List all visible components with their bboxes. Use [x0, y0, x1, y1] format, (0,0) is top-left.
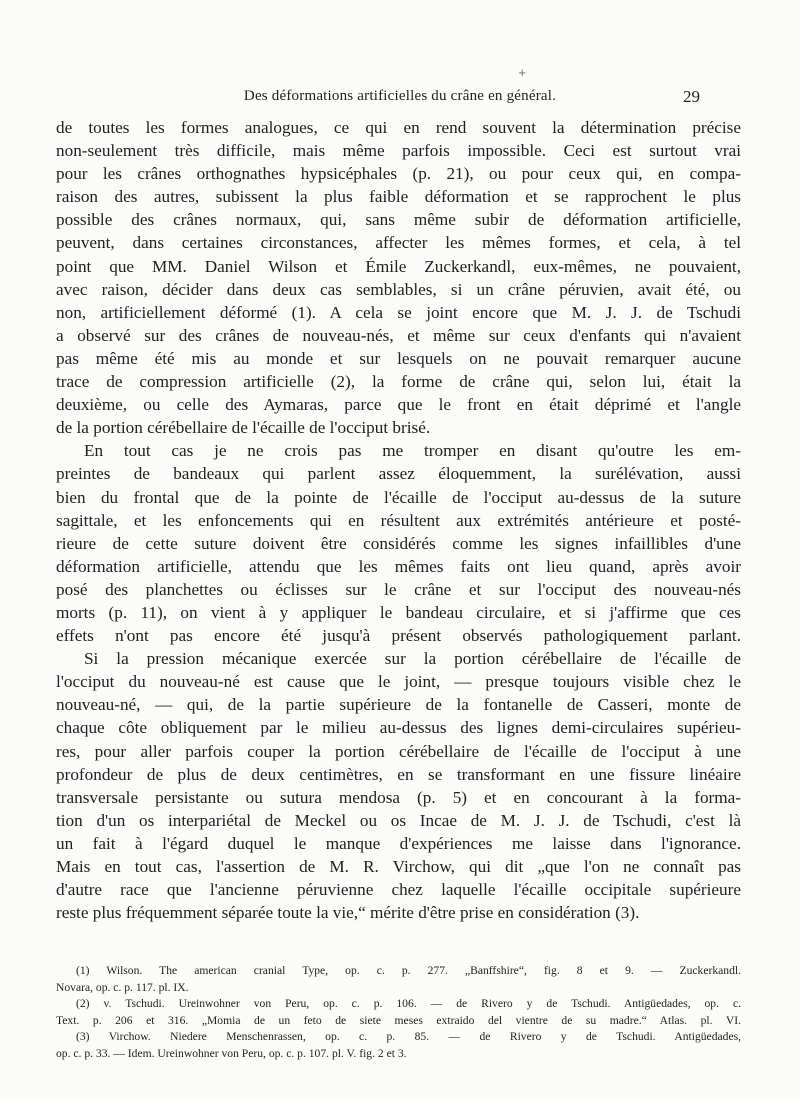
text-line: de toutes les formes analogues, ce qui en rend souvent la détermination précise: [56, 118, 741, 137]
footnote-line: (1) Wilson. The american cranial Type, op. c. p. 277. „Banffshire“, fig. 8 et 9. — Zuckerkandl.: [76, 964, 741, 977]
footnote-line: op. c. p. 33. — Idem. Ureinwohner von Peru, op. c. p. 107. pl. V. fig. 2 et 3.: [56, 1046, 407, 1060]
footnote-line: Text. p. 206 et 316. „Momia de un feto de siete meses extraido del vientre de su madre.“ Atlas. pl. VI.: [56, 1013, 741, 1027]
footnote-line: Novara, op. c. p. 117. pl. IX.: [56, 980, 189, 994]
footnote-line: (3) Virchow. Niedere Menschenrassen, op. c. p. 85. — de Rivero y de Tschudi. Antigüedades,: [76, 1030, 741, 1043]
text-line: deuxième, ou celle des Aymaras, parce que le front en était déprimé et l'angle: [56, 395, 741, 415]
text-line: point que MM. Daniel Wilson et Émile Zuckerkandl, eux-mêmes, ne pouvaient,: [56, 256, 741, 276]
text-line: transversale persistante ou sutura mendosa (p. 5) et en concourant à la forma-: [56, 787, 741, 807]
text-line: un fait à l'égard duquel le manque d'expériences me laisse dans l'ignorance.: [56, 833, 741, 853]
text-line: bien du frontal que de la pointe de l'écaille de l'occiput au-dessus de la suture: [56, 487, 741, 507]
text-line: En tout cas je ne crois pas me tromper en disant qu'outre les em-: [84, 441, 741, 461]
text-line: de la portion cérébellaire de l'écaille de l'occiput brisé.: [56, 418, 431, 438]
text-line: chaque côte obliquement par le milieu au-dessus des lignes demi-circulaires supérieu-: [56, 718, 741, 738]
text-line: nouveau-né, — qui, de la partie supérieure de la fontanelle de Casseri, monte de: [56, 695, 741, 715]
text-line: pas même été mis au monde et sur lesquels on ne pouvait remarquer aucune: [56, 348, 741, 368]
text-line: profondeur de plus de deux centimètres, en se transformant en une fissure linéaire: [56, 764, 741, 784]
text-line: Si la pression mécanique exercée sur la portion cérébellaire de l'écaille de: [84, 649, 741, 669]
text-line: reste plus fréquemment séparée toute la vie,“ mérite d'être prise en considération (3).: [56, 903, 640, 923]
text-line: Mais en tout cas, l'assertion de M. R. Virchow, qui dit „que l'on ne connaît pas: [56, 857, 741, 876]
text-line: sagittale, et les enfoncements qui en résultent aux extrémités antérieure et posté-: [56, 510, 741, 530]
text-line: preintes de bandeaux qui parlent assez éloquemment, la surélévation, aussi: [56, 464, 741, 484]
running-title: Des déformations artificielles du crâne en général.: [243, 88, 557, 104]
page-header: [0, 88, 800, 110]
text-line: avec raison, décider dans deux cas semblables, si un crâne péruvien, avait été, ou: [56, 279, 741, 299]
page-number: 29: [683, 87, 700, 106]
text-line: peuvent, dans certaines circonstances, affecter les mêmes formes, et cela, à tel: [56, 233, 741, 253]
text-line: possible des crânes normaux, qui, sans même subir de déformation artificielle,: [56, 210, 741, 230]
text-line: raison des autres, subissent la plus faible déformation et se rapprochent le plus: [56, 187, 741, 207]
footnote-line: (2) v. Tschudi. Ureinwohner von Peru, op. c. p. 106. — de Rivero y de Tschudi. Antigüedades, op. c.: [76, 997, 741, 1010]
text-line: posé des planchettes ou éclisses sur le crâne et sur l'occiput des nouveau-nés: [56, 579, 741, 599]
text-line: a observé sur des crânes de nouveau-nés, et même sur ceux d'enfants qui n'avaient: [56, 325, 741, 345]
plus-mark: +: [518, 68, 527, 79]
text-line: d'autre race que l'ancienne péruvienne chez laquelle l'écaille occipitale supérieure: [56, 880, 741, 900]
text-line: déformation artificielle, attendu que les mêmes faits ont lieu quand, après avoir: [56, 556, 741, 576]
text-line: non-seulement très difficile, mais même parfois impossible. Ceci est surtout vrai: [56, 141, 741, 161]
text-line: rieure de cette suture doivent être considérés comme les signes infaillibles d'une: [56, 533, 741, 553]
text-line: non, artificiellement déformé (1). A cela se joint encore que M. J. J. de Tschudi: [56, 302, 741, 322]
text-line: l'occiput du nouveau-né est cause que le joint, — presque toujours visible chez le: [56, 672, 741, 692]
footnotes: [56, 963, 741, 1062]
text-line: trace de compression artificielle (2), la forme de crâne qui, selon lui, était la: [56, 372, 741, 392]
text-line: res, pour aller parfois couper la portion cérébellaire de l'écaille de l'occiput à une: [56, 741, 741, 761]
text-line: tion d'un os interpariétal de Meckel ou os Incae de M. J. J. de Tschudi, c'est là: [56, 810, 741, 830]
main-text: [56, 116, 741, 924]
text-line: morts (p. 11), on vient à y appliquer le bandeau circulaire, et si j'affirme que ces: [56, 602, 741, 622]
text-line: effets n'ont pas encore été jusqu'à présent observés pathologiquement parlant.: [56, 626, 741, 646]
text-line: pour les crânes orthognathes hypsicéphales (p. 21), ou pour ceux qui, en compa-: [56, 164, 741, 184]
